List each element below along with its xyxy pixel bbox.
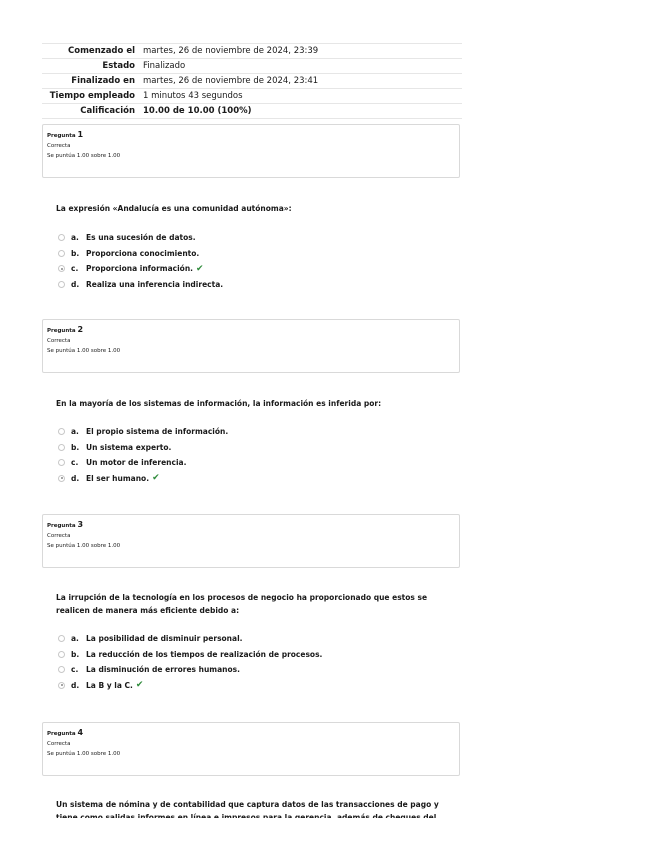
radio-icon[interactable] (58, 250, 65, 257)
radio-icon[interactable] (58, 444, 65, 451)
answer-list-1 (58, 230, 223, 292)
radio-icon[interactable] (58, 281, 65, 288)
question-label: Pregunta (47, 133, 76, 139)
summary-label: Finalizado en (71, 76, 135, 86)
question-num: 4 (77, 728, 84, 737)
answer-letter: d. (71, 680, 80, 690)
question-label: Pregunta (47, 523, 76, 529)
answer-option[interactable] (58, 631, 322, 647)
question-grade: Se puntúa 1.00 sobre 1.00 (47, 543, 121, 549)
attempt-summary-table (42, 43, 462, 119)
summary-row-started (42, 43, 462, 58)
radio-icon[interactable] (58, 459, 65, 466)
answer-text: La reducción de los tiempos de realización de procesos. (86, 649, 323, 659)
question-num: 1 (77, 130, 84, 139)
answer-list-2 (58, 424, 228, 486)
summary-row-grade (42, 103, 462, 119)
question-grade: Se puntúa 1.00 sobre 1.00 (47, 153, 121, 159)
answer-list-3 (58, 631, 322, 693)
question-number (47, 728, 455, 737)
question-grade: Se puntúa 1.00 sobre 1.00 (47, 751, 121, 757)
answer-letter: a. (71, 634, 79, 644)
question-label: Pregunta (47, 731, 76, 737)
question-text-1: La expresión «Andalucía es una comunidad autónoma»: (56, 204, 292, 213)
question-state: Correcta (47, 143, 71, 149)
question-state: Correcta (47, 741, 71, 747)
question-num: 2 (77, 325, 84, 334)
answer-option[interactable] (58, 277, 223, 293)
answer-letter: b. (71, 248, 80, 258)
summary-label: Tiempo empleado (49, 91, 135, 101)
answer-option[interactable] (58, 647, 322, 663)
question-number (47, 325, 455, 334)
answer-letter: b. (71, 649, 80, 659)
answer-option[interactable] (58, 455, 228, 471)
summary-label: Estado (102, 61, 135, 71)
question-text-3: La irrupción de la tecnología en los procesos de negocio ha proporcionado que estos se realicen de manera más eficiente debido a: (56, 593, 428, 615)
answer-option[interactable] (58, 424, 228, 440)
question-state: Correcta (47, 533, 71, 539)
answer-option[interactable] (58, 261, 223, 277)
summary-value: 10.00 de 10.00 (100%) (143, 106, 252, 116)
answer-letter: c. (71, 665, 79, 675)
checkmark-icon: ✔ (152, 473, 160, 484)
answer-text: Un motor de inferencia. (86, 458, 187, 468)
answer-option[interactable] (58, 246, 223, 262)
question-info-1 (42, 124, 460, 178)
answer-letter: d. (71, 279, 80, 289)
answer-text: La disminución de errores humanos. (86, 665, 240, 675)
question-label: Pregunta (47, 328, 76, 334)
answer-text: Proporciona información. (86, 264, 194, 274)
question-text-2: En la mayoría de los sistemas de información, la información es inferida por: (56, 399, 382, 408)
answer-text: Es una sucesión de datos. (86, 233, 196, 243)
answer-option[interactable] (58, 230, 223, 246)
answer-text: Proporciona conocimiento. (86, 248, 200, 258)
answer-text: La B y la C. (86, 680, 133, 690)
radio-checked-icon[interactable] (58, 475, 65, 482)
question-grade: Se puntúa 1.00 sobre 1.00 (47, 348, 121, 354)
summary-row-state (42, 58, 462, 73)
answer-text: El propio sistema de información. (86, 427, 229, 437)
radio-icon[interactable] (58, 666, 65, 673)
radio-checked-icon[interactable] (58, 265, 65, 272)
radio-icon[interactable] (58, 635, 65, 642)
question-state: Correcta (47, 338, 71, 344)
answer-letter: a. (71, 427, 79, 437)
answer-text: Realiza una inferencia indirecta. (86, 279, 224, 289)
summary-value: Finalizado (143, 61, 186, 71)
answer-letter: b. (71, 442, 80, 452)
summary-value: martes, 26 de noviembre de 2024, 23:39 (143, 46, 319, 56)
radio-checked-icon[interactable] (58, 682, 65, 689)
question-number (47, 520, 455, 529)
page-cutoff (0, 818, 655, 848)
summary-label: Comenzado el (68, 46, 135, 56)
answer-option[interactable] (58, 440, 228, 456)
answer-letter: c. (71, 264, 79, 274)
question-info-3 (42, 514, 460, 568)
summary-row-time (42, 88, 462, 103)
answer-text: La posibilidad de disminuir personal. (86, 634, 243, 644)
checkmark-icon: ✔ (135, 680, 144, 691)
answer-letter: c. (71, 458, 79, 468)
answer-text: El ser humano. (86, 473, 150, 483)
checkmark-icon: ✔ (196, 263, 204, 274)
answer-option[interactable] (58, 662, 322, 678)
answer-option[interactable] (58, 678, 322, 694)
summary-row-finished (42, 73, 462, 88)
radio-icon[interactable] (58, 428, 65, 435)
answer-letter: d. (71, 473, 80, 483)
answer-letter: a. (71, 233, 79, 243)
radio-icon[interactable] (58, 651, 65, 658)
answer-option[interactable] (58, 471, 228, 487)
answer-text: Un sistema experto. (86, 442, 172, 452)
question-info-2 (42, 319, 460, 373)
question-number (47, 130, 455, 139)
question-text-4: Un sistema de nómina y de contabilidad que captura datos de las transacciones de pago y (56, 800, 439, 809)
summary-label: Calificación (80, 106, 135, 116)
question-num: 3 (77, 520, 84, 529)
radio-icon[interactable] (58, 234, 65, 241)
summary-value: 1 minutos 43 segundos (143, 91, 243, 101)
summary-value: martes, 26 de noviembre de 2024, 23:41 (143, 76, 319, 86)
question-info-4 (42, 722, 460, 776)
